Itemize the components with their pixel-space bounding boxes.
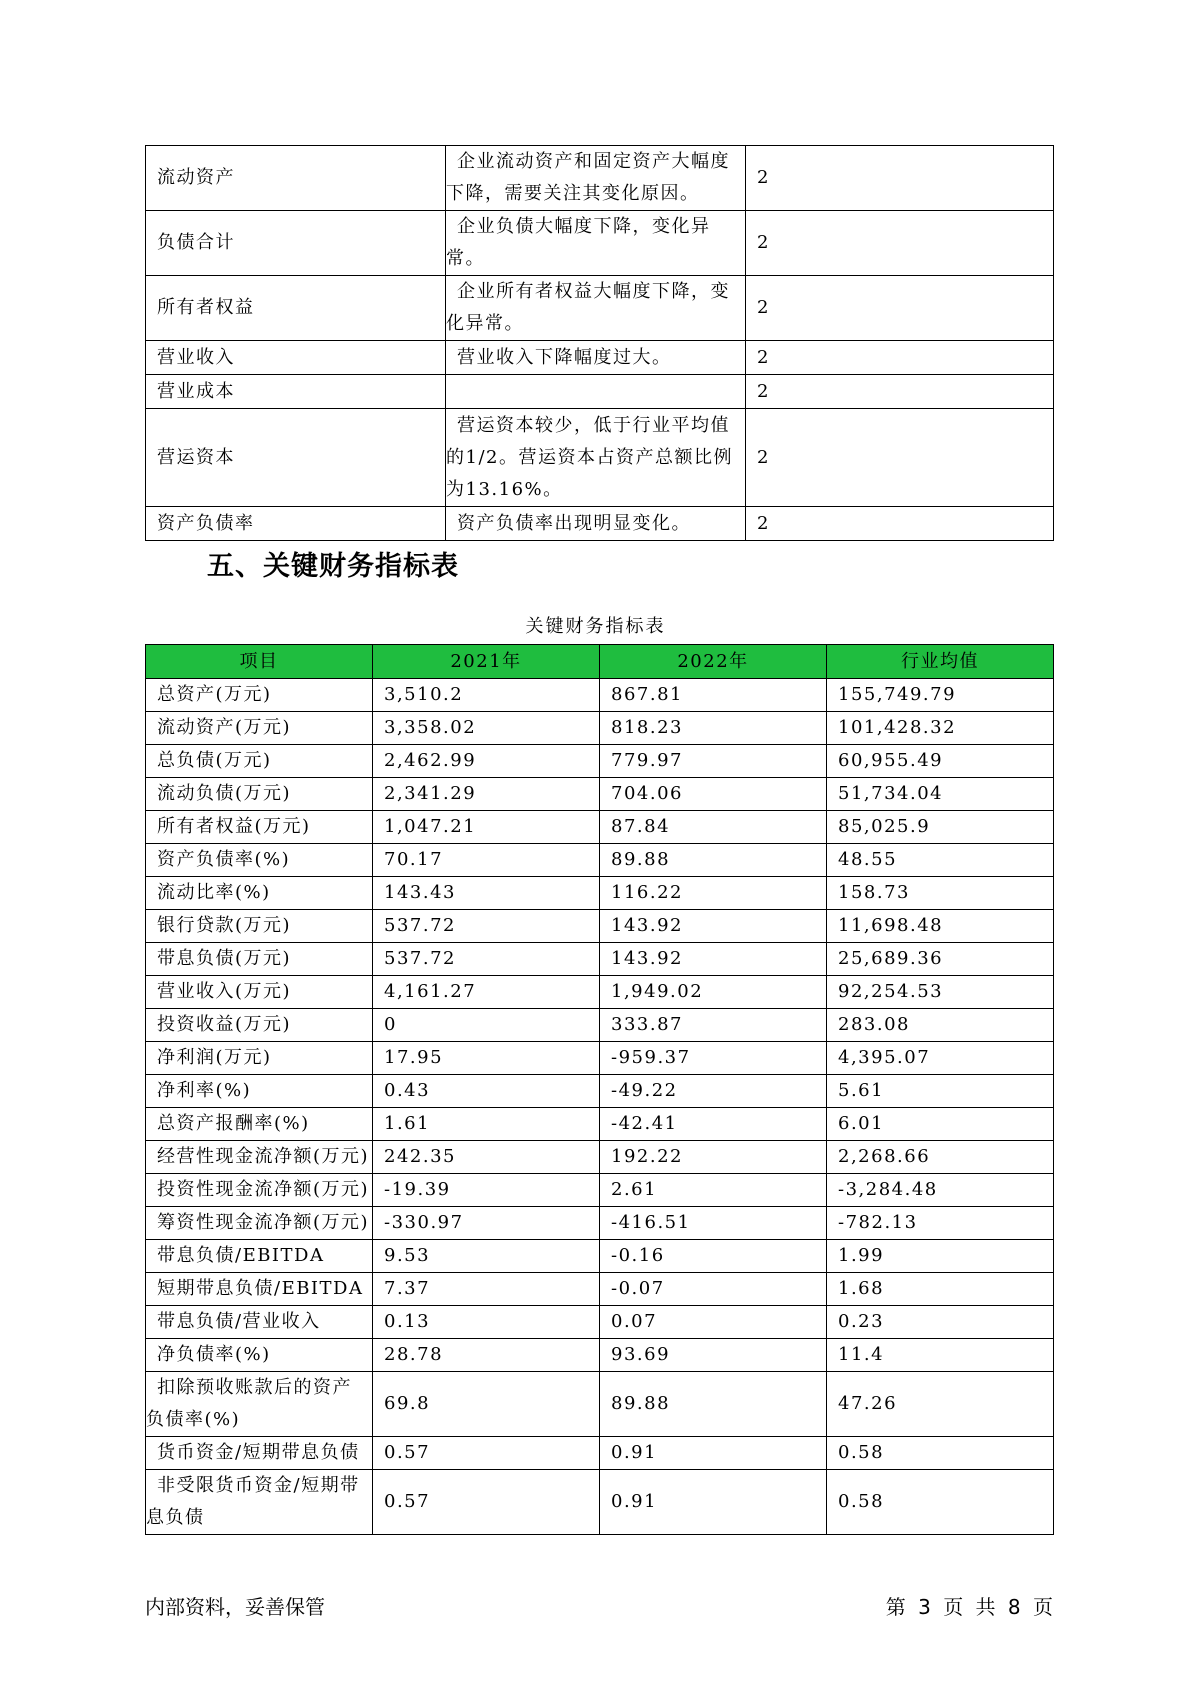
warning-description: 企业所有者权益大幅度下降，变化异常。: [446, 276, 746, 341]
indicator-name: 净负债率(%): [146, 1339, 373, 1372]
financial-indicators-table: [145, 644, 1054, 1535]
indicator-name: 扣除预收账款后的资产负债率(%): [146, 1372, 373, 1437]
value-2022: 2.61: [600, 1174, 827, 1207]
table-row: [146, 1273, 1054, 1306]
value-2022: 779.97: [600, 745, 827, 778]
section-heading: 五、关键财务指标表: [207, 551, 459, 582]
industry-average: 47.26: [827, 1372, 1054, 1437]
value-2022: 116.22: [600, 877, 827, 910]
table-row: [146, 877, 1054, 910]
warning-description: 企业流动资产和固定资产大幅度下降，需要关注其变化原因。: [446, 146, 746, 211]
indicator-name: 流动比率(%): [146, 877, 373, 910]
header-2021: 2021年: [373, 645, 600, 679]
industry-average: 0.58: [827, 1470, 1054, 1535]
indicator-name: 带息负债/营业收入: [146, 1306, 373, 1339]
warning-row: [146, 375, 1054, 409]
indicator-name: 总负债(万元): [146, 745, 373, 778]
value-2021: 1,047.21: [373, 811, 600, 844]
indicator-name: 总资产(万元): [146, 679, 373, 712]
warning-description: 营运资本较少，低于行业平均值的1/2。营运资本占资产总额比例为13.16%。: [446, 409, 746, 507]
table-row: [146, 1042, 1054, 1075]
value-2021: 537.72: [373, 910, 600, 943]
table-row: [146, 1075, 1054, 1108]
value-2021: 70.17: [373, 844, 600, 877]
value-2021: 69.8: [373, 1372, 600, 1437]
value-2021: 28.78: [373, 1339, 600, 1372]
industry-average: 85,025.9: [827, 811, 1054, 844]
indicator-name: 银行贷款(万元): [146, 910, 373, 943]
table-row: [146, 976, 1054, 1009]
warning-level: 2: [746, 409, 1054, 507]
table-row: [146, 1174, 1054, 1207]
indicator-name: 净利润(万元): [146, 1042, 373, 1075]
industry-average: 5.61: [827, 1075, 1054, 1108]
value-2022: 333.87: [600, 1009, 827, 1042]
warning-item: 所有者权益: [146, 276, 446, 341]
value-2022: -0.07: [600, 1273, 827, 1306]
value-2021: 4,161.27: [373, 976, 600, 1009]
indicator-name: 短期带息负债/EBITDA: [146, 1273, 373, 1306]
value-2022: -0.16: [600, 1240, 827, 1273]
warning-row: [146, 409, 1054, 507]
industry-average: 11.4: [827, 1339, 1054, 1372]
value-2021: 242.35: [373, 1141, 600, 1174]
industry-average: 60,955.49: [827, 745, 1054, 778]
value-2021: 143.43: [373, 877, 600, 910]
value-2021: 0.43: [373, 1075, 600, 1108]
table-row: [146, 712, 1054, 745]
industry-average: 2,268.66: [827, 1141, 1054, 1174]
table-row: [146, 1009, 1054, 1042]
indicator-name: 带息负债(万元): [146, 943, 373, 976]
value-2022: -42.41: [600, 1108, 827, 1141]
value-2021: 0.57: [373, 1470, 600, 1535]
table-row: [146, 811, 1054, 844]
warning-description: 企业负债大幅度下降，变化异常。: [446, 211, 746, 276]
value-2021: 0.13: [373, 1306, 600, 1339]
warning-item: 资产负债率: [146, 507, 446, 541]
warning-level: 2: [746, 276, 1054, 341]
industry-average: 11,698.48: [827, 910, 1054, 943]
value-2022: 1,949.02: [600, 976, 827, 1009]
table-row: [146, 1437, 1054, 1470]
table-row: [146, 679, 1054, 712]
warning-row: [146, 341, 1054, 375]
value-2022: 0.91: [600, 1437, 827, 1470]
value-2021: 3,510.2: [373, 679, 600, 712]
value-2022: 89.88: [600, 844, 827, 877]
value-2022: 87.84: [600, 811, 827, 844]
warning-row: [146, 276, 1054, 341]
table-row: [146, 745, 1054, 778]
value-2022: 93.69: [600, 1339, 827, 1372]
warning-level: 2: [746, 507, 1054, 541]
indicator-name: 投资收益(万元): [146, 1009, 373, 1042]
value-2022: 867.81: [600, 679, 827, 712]
warning-item: 营业成本: [146, 375, 446, 409]
warning-item: 流动资产: [146, 146, 446, 211]
financial-table-body: [146, 679, 1054, 1535]
indicator-name: 流动负债(万元): [146, 778, 373, 811]
value-2022: 143.92: [600, 943, 827, 976]
indicator-name: 非受限货币资金/短期带息负债: [146, 1470, 373, 1535]
industry-average: 92,254.53: [827, 976, 1054, 1009]
warning-table-body: [146, 146, 1054, 541]
table-row: [146, 1372, 1054, 1437]
value-2021: 0: [373, 1009, 600, 1042]
warning-item: 负债合计: [146, 211, 446, 276]
table-row: [146, 778, 1054, 811]
value-2022: 0.91: [600, 1470, 827, 1535]
industry-average: 283.08: [827, 1009, 1054, 1042]
table-row: [146, 1339, 1054, 1372]
industry-average: 155,749.79: [827, 679, 1054, 712]
warning-row: [146, 507, 1054, 541]
warning-description: 资产负债率出现明显变化。: [446, 507, 746, 541]
table-header-row: [146, 645, 1054, 679]
industry-average: 0.23: [827, 1306, 1054, 1339]
value-2021: 537.72: [373, 943, 600, 976]
warning-row: [146, 211, 1054, 276]
value-2022: 143.92: [600, 910, 827, 943]
indicator-name: 所有者权益(万元): [146, 811, 373, 844]
table-row: [146, 1240, 1054, 1273]
table-row: [146, 1108, 1054, 1141]
value-2021: -330.97: [373, 1207, 600, 1240]
table-row: [146, 943, 1054, 976]
value-2022: -49.22: [600, 1075, 827, 1108]
value-2021: 9.53: [373, 1240, 600, 1273]
footer-page-number: 第 3 页 共 8 页: [885, 1595, 1053, 1619]
indicator-name: 营业收入(万元): [146, 976, 373, 1009]
industry-average: 0.58: [827, 1437, 1054, 1470]
indicator-name: 经营性现金流净额(万元): [146, 1141, 373, 1174]
industry-average: 1.68: [827, 1273, 1054, 1306]
value-2021: 1.61: [373, 1108, 600, 1141]
industry-average: -782.13: [827, 1207, 1054, 1240]
warning-level: 2: [746, 211, 1054, 276]
value-2022: 89.88: [600, 1372, 827, 1437]
indicator-name: 资产负债率(%): [146, 844, 373, 877]
warning-description: 营业收入下降幅度过大。: [446, 341, 746, 375]
table-row: [146, 844, 1054, 877]
indicator-name: 总资产报酬率(%): [146, 1108, 373, 1141]
warning-description: [446, 375, 746, 409]
value-2021: -19.39: [373, 1174, 600, 1207]
indicator-name: 投资性现金流净额(万元): [146, 1174, 373, 1207]
indicator-name: 货币资金/短期带息负债: [146, 1437, 373, 1470]
value-2022: -416.51: [600, 1207, 827, 1240]
value-2022: 0.07: [600, 1306, 827, 1339]
indicator-name: 流动资产(万元): [146, 712, 373, 745]
warning-row: [146, 146, 1054, 211]
indicator-name: 带息负债/EBITDA: [146, 1240, 373, 1273]
warning-item: 营运资本: [146, 409, 446, 507]
industry-average: 158.73: [827, 877, 1054, 910]
industry-average: 51,734.04: [827, 778, 1054, 811]
industry-average: 4,395.07: [827, 1042, 1054, 1075]
table-caption: 关键财务指标表: [525, 616, 666, 637]
industry-average: 6.01: [827, 1108, 1054, 1141]
table-row: [146, 1306, 1054, 1339]
industry-average: 48.55: [827, 844, 1054, 877]
value-2021: 3,358.02: [373, 712, 600, 745]
table-row: [146, 1207, 1054, 1240]
header-industry-avg: 行业均值: [827, 645, 1054, 679]
value-2022: 192.22: [600, 1141, 827, 1174]
value-2021: 2,341.29: [373, 778, 600, 811]
industry-average: 101,428.32: [827, 712, 1054, 745]
header-2022: 2022年: [600, 645, 827, 679]
value-2022: 818.23: [600, 712, 827, 745]
warning-level: 2: [746, 146, 1054, 211]
value-2021: 7.37: [373, 1273, 600, 1306]
table-row: [146, 1141, 1054, 1174]
warning-item: 营业收入: [146, 341, 446, 375]
industry-average: 1.99: [827, 1240, 1054, 1273]
table-row: [146, 910, 1054, 943]
warning-table: [145, 145, 1054, 541]
warning-level: 2: [746, 375, 1054, 409]
value-2021: 0.57: [373, 1437, 600, 1470]
value-2021: 2,462.99: [373, 745, 600, 778]
warning-level: 2: [746, 341, 1054, 375]
footer-confidential-note: 内部资料，妥善保管: [145, 1595, 325, 1619]
value-2022: 704.06: [600, 778, 827, 811]
header-item: 项目: [146, 645, 373, 679]
table-row: [146, 1470, 1054, 1535]
indicator-name: 净利率(%): [146, 1075, 373, 1108]
industry-average: -3,284.48: [827, 1174, 1054, 1207]
value-2022: -959.37: [600, 1042, 827, 1075]
value-2021: 17.95: [373, 1042, 600, 1075]
industry-average: 25,689.36: [827, 943, 1054, 976]
indicator-name: 筹资性现金流净额(万元): [146, 1207, 373, 1240]
